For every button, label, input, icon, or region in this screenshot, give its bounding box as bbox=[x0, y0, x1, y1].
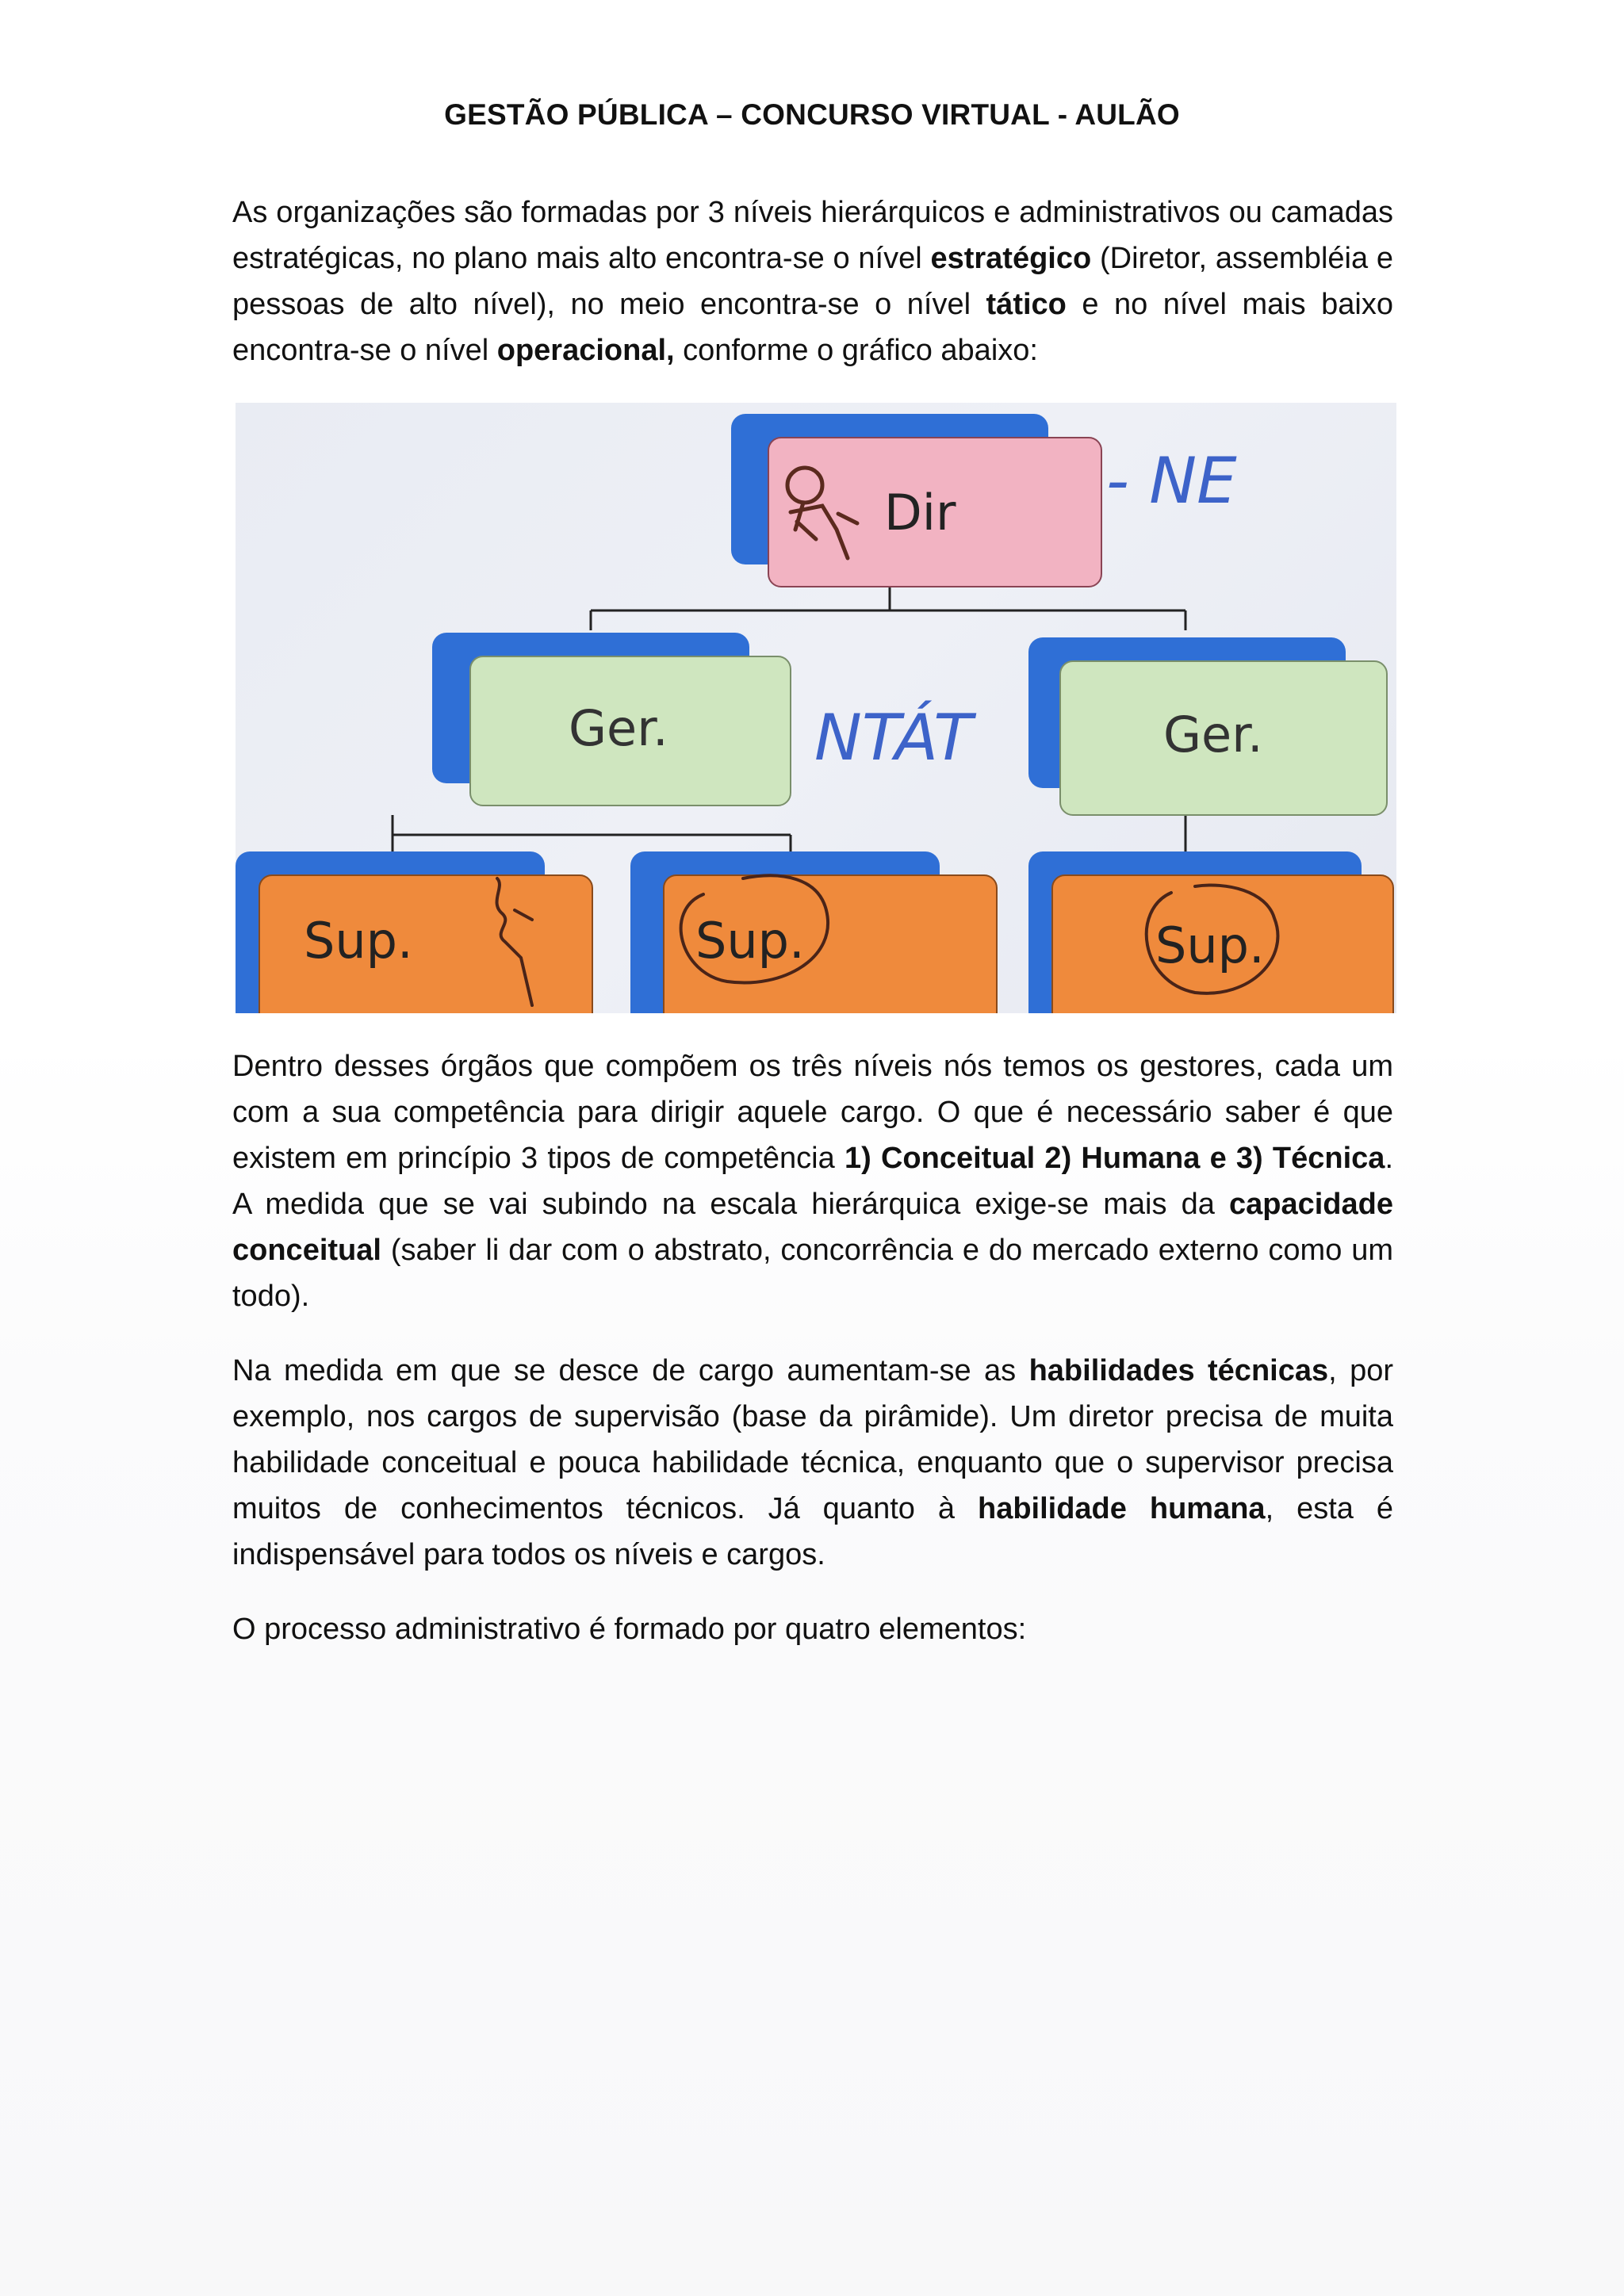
middle-note: NTÁT bbox=[814, 701, 973, 775]
top-note: - NE bbox=[1106, 444, 1237, 518]
bold-term-operacional: operacional, bbox=[496, 334, 675, 367]
bold-term-habilidades-tecnicas: habilidades técnicas bbox=[1028, 1354, 1329, 1387]
text-run: conforme o gráfico abaixo: bbox=[674, 334, 1038, 367]
org-chart-figure bbox=[236, 403, 1396, 1013]
text-run: e no nível mais baixo encontra-se o nível bbox=[232, 288, 1394, 367]
sup-box-2 bbox=[630, 851, 997, 1013]
paragraph-competencias bbox=[232, 1043, 1393, 1319]
paragraph-habilidades bbox=[232, 1348, 1393, 1578]
text-run: (saber li dar com o abstrato, concorrência e do mercado externo como um todo). bbox=[232, 1234, 1393, 1313]
bold-term-tatico: tático bbox=[986, 288, 1067, 321]
text-run: , esta é indispensável para todos os níveis e cargos. bbox=[232, 1492, 1394, 1571]
org-chart-svg bbox=[236, 403, 1396, 1013]
text-run: . A medida que se vai subindo na escala hierárquica exige-se mais da bbox=[232, 1142, 1393, 1221]
text-run: Dentro desses órgãos que compõem os três níveis nós temos os gestores, cada um com a sua competência para dirigir aquele cargo. O que é necessário saber é que existem em princípio 3 tipos de competência bbox=[232, 1050, 1393, 1175]
text-run: , por exemplo, nos cargos de supervisão (base da pirâmide). Um diretor precisa de muita habilidade conceitual e pouca habilidade técnica, enquanto que o supervisor precisa muitos de conhecimentos técnicos. Já quanto à bbox=[232, 1354, 1393, 1525]
ger-label-right: Ger. bbox=[1163, 706, 1263, 763]
paragraph-intro bbox=[232, 189, 1393, 373]
bold-term-competencias: 1) Conceitual 2) Humana e 3) Técnica bbox=[844, 1142, 1385, 1175]
sup-label-1: Sup. bbox=[304, 912, 413, 970]
bold-term-habilidade-humana: habilidade humana bbox=[977, 1492, 1266, 1525]
ger-label-left: Ger. bbox=[569, 699, 668, 757]
bold-term-capacidade-conceitual: capacidade conceitual bbox=[232, 1188, 1393, 1267]
text-run: As organizações são formadas por 3 níveis hierárquicos e administrativos ou camadas estratégicas, no plano mais alto encontra-se o nível bbox=[232, 196, 1393, 275]
document-title: GESTÃO PÚBLICA – CONCURSO VIRTUAL - AULÃO bbox=[444, 98, 1180, 131]
paragraph-processo: O processo administrativo é formado por quatro elementos: bbox=[232, 1613, 1027, 1646]
dir-label: Dir bbox=[884, 484, 956, 541]
bold-term-estrategico: estratégico bbox=[930, 242, 1092, 275]
sup-label-2: Sup. bbox=[695, 912, 805, 970]
sup-label-3: Sup. bbox=[1155, 916, 1265, 974]
text-run: (Diretor, assembléia e pessoas de alto nível), no meio encontra-se o nível bbox=[232, 242, 1393, 321]
text-run: Na medida em que se desce de cargo aumentam-se as bbox=[232, 1354, 1029, 1387]
sup-box-1 bbox=[236, 851, 592, 1013]
